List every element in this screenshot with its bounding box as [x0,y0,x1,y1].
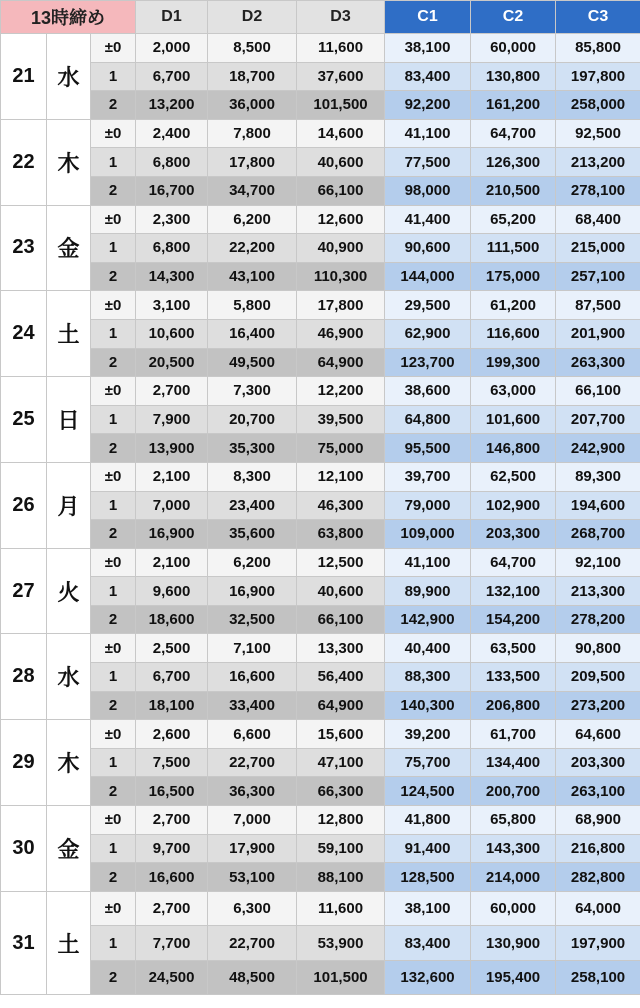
price-cell-d3: 53,900 [297,926,385,961]
table-row [1,462,640,491]
price-cell-d3: 12,200 [297,377,385,406]
price-cell-c1: 75,700 [385,748,471,777]
column-header-d1: D1 [136,1,208,34]
price-cell-d3: 47,100 [297,748,385,777]
price-cell-d2: 53,100 [208,863,297,892]
price-cell-c1: 140,300 [385,691,471,720]
deadline-label: 13時締め [1,1,136,34]
weekday-cell: 火 [47,548,91,634]
price-cell-c3: 282,800 [556,863,640,892]
column-header-d2: D2 [208,1,297,34]
price-cell-c1: 89,900 [385,577,471,606]
weekday-cell: 土 [47,291,91,377]
level-cell: 2 [91,434,136,463]
level-cell: ±0 [91,548,136,577]
price-cell-c2: 146,800 [471,434,556,463]
level-cell: ±0 [91,462,136,491]
price-cell-c1: 62,900 [385,319,471,348]
level-cell: 1 [91,62,136,91]
price-cell-d3: 40,600 [297,577,385,606]
price-cell-d2: 6,200 [208,548,297,577]
price-cell-d1: 7,500 [136,748,208,777]
weekday-cell: 日 [47,377,91,463]
level-cell: 2 [91,348,136,377]
price-cell-c2: 161,200 [471,91,556,120]
date-cell: 31 [1,891,47,995]
price-cell-c3: 268,700 [556,520,640,549]
level-cell: 1 [91,234,136,263]
level-cell: 1 [91,319,136,348]
level-cell: 1 [91,577,136,606]
price-cell-c1: 132,600 [385,960,471,995]
table-row [1,748,640,777]
table-row [1,577,640,606]
level-cell: ±0 [91,34,136,63]
price-cell-c3: 213,300 [556,577,640,606]
level-cell: ±0 [91,634,136,663]
price-cell-c3: 87,500 [556,291,640,320]
price-cell-d3: 101,500 [297,91,385,120]
price-cell-d1: 9,600 [136,577,208,606]
table-row [1,262,640,291]
price-cell-c1: 142,900 [385,605,471,634]
level-cell: 2 [91,176,136,205]
level-cell: ±0 [91,205,136,234]
level-cell: ±0 [91,377,136,406]
price-cell-d2: 36,000 [208,91,297,120]
table-row [1,834,640,863]
price-cell-d3: 39,500 [297,405,385,434]
price-cell-c3: 64,000 [556,891,640,926]
column-header-c2: C2 [471,1,556,34]
price-cell-d3: 75,000 [297,434,385,463]
table-row [1,205,640,234]
price-cell-c2: 133,500 [471,663,556,692]
level-cell: 1 [91,834,136,863]
table-row [1,520,640,549]
price-cell-c1: 77,500 [385,148,471,177]
price-cell-d2: 7,000 [208,806,297,835]
price-cell-c1: 38,600 [385,377,471,406]
level-cell: 2 [91,863,136,892]
table-row [1,176,640,205]
price-cell-c2: 200,700 [471,777,556,806]
price-cell-c3: 92,100 [556,548,640,577]
price-cell-c2: 130,900 [471,926,556,961]
table-row [1,91,640,120]
price-cell-d3: 46,900 [297,319,385,348]
column-header-c1: C1 [385,1,471,34]
price-cell-d2: 6,600 [208,720,297,749]
date-cell: 25 [1,377,47,463]
price-cell-c1: 39,700 [385,462,471,491]
price-cell-c1: 41,400 [385,205,471,234]
weekday-cell: 水 [47,634,91,720]
price-cell-d2: 16,900 [208,577,297,606]
level-cell: 1 [91,405,136,434]
price-cell-c3: 68,400 [556,205,640,234]
table-row [1,377,640,406]
price-cell-c3: 242,900 [556,434,640,463]
price-cell-d1: 2,100 [136,462,208,491]
weekday-cell: 木 [47,720,91,806]
price-cell-d1: 3,100 [136,291,208,320]
price-cell-d2: 16,400 [208,319,297,348]
table-row [1,806,640,835]
price-cell-c1: 123,700 [385,348,471,377]
price-cell-d1: 6,700 [136,62,208,91]
price-cell-d3: 64,900 [297,348,385,377]
table-row [1,62,640,91]
date-cell: 28 [1,634,47,720]
price-cell-d3: 63,800 [297,520,385,549]
price-cell-d3: 17,800 [297,291,385,320]
table-row [1,291,640,320]
price-cell-c1: 91,400 [385,834,471,863]
price-cell-c1: 41,800 [385,806,471,835]
date-cell: 30 [1,806,47,892]
price-cell-c3: 85,800 [556,34,640,63]
table-row [1,548,640,577]
price-cell-d2: 20,700 [208,405,297,434]
price-cell-c2: 65,200 [471,205,556,234]
price-cell-c2: 64,700 [471,548,556,577]
price-cell-d1: 13,200 [136,91,208,120]
price-cell-d2: 43,100 [208,262,297,291]
price-cell-c3: 257,100 [556,262,640,291]
price-cell-c3: 194,600 [556,491,640,520]
price-cell-d1: 2,300 [136,205,208,234]
price-cell-c1: 98,000 [385,176,471,205]
date-cell: 21 [1,34,47,120]
price-cell-d1: 16,600 [136,863,208,892]
table-row [1,926,640,961]
price-cell-c3: 216,800 [556,834,640,863]
column-header-d3: D3 [297,1,385,34]
price-cell-c3: 258,000 [556,91,640,120]
price-cell-d2: 48,500 [208,960,297,995]
column-header-c3: C3 [556,1,640,34]
price-cell-d3: 40,600 [297,148,385,177]
price-cell-c2: 214,000 [471,863,556,892]
price-cell-c2: 102,900 [471,491,556,520]
price-cell-c3: 263,300 [556,348,640,377]
price-cell-c1: 38,100 [385,34,471,63]
price-cell-d3: 37,600 [297,62,385,91]
price-cell-d1: 9,700 [136,834,208,863]
level-cell: ±0 [91,891,136,926]
price-cell-c1: 83,400 [385,926,471,961]
price-cell-c3: 215,000 [556,234,640,263]
price-cell-c2: 175,000 [471,262,556,291]
price-cell-d3: 88,100 [297,863,385,892]
table-row [1,148,640,177]
price-cell-d2: 36,300 [208,777,297,806]
price-cell-c2: 61,200 [471,291,556,320]
price-cell-c3: 66,100 [556,377,640,406]
price-cell-d1: 16,900 [136,520,208,549]
price-cell-d1: 2,500 [136,634,208,663]
price-cell-d1: 2,400 [136,119,208,148]
price-cell-d2: 33,400 [208,691,297,720]
price-cell-c1: 92,200 [385,91,471,120]
price-cell-d1: 7,000 [136,491,208,520]
price-cell-d1: 6,700 [136,663,208,692]
price-cell-d2: 7,100 [208,634,297,663]
level-cell: 1 [91,663,136,692]
level-cell: ±0 [91,720,136,749]
price-cell-d2: 32,500 [208,605,297,634]
price-cell-d1: 10,600 [136,319,208,348]
price-cell-c2: 63,500 [471,634,556,663]
price-cell-c3: 68,900 [556,806,640,835]
price-cell-c3: 90,800 [556,634,640,663]
price-cell-c3: 273,200 [556,691,640,720]
table-row [1,960,640,995]
table-row [1,691,640,720]
price-cell-c2: 195,400 [471,960,556,995]
price-cell-c3: 263,100 [556,777,640,806]
table-row [1,863,640,892]
price-cell-c2: 60,000 [471,891,556,926]
price-cell-d3: 66,300 [297,777,385,806]
date-cell: 22 [1,119,47,205]
price-cell-c3: 278,200 [556,605,640,634]
price-cell-d1: 6,800 [136,148,208,177]
price-cell-d1: 7,900 [136,405,208,434]
price-cell-c3: 207,700 [556,405,640,434]
price-cell-c2: 154,200 [471,605,556,634]
level-cell: ±0 [91,291,136,320]
price-cell-c1: 124,500 [385,777,471,806]
price-cell-d3: 12,500 [297,548,385,577]
level-cell: 2 [91,262,136,291]
price-cell-c2: 111,500 [471,234,556,263]
level-cell: 2 [91,91,136,120]
level-cell: 2 [91,691,136,720]
price-cell-c1: 39,200 [385,720,471,749]
price-cell-c1: 88,300 [385,663,471,692]
price-cell-c3: 89,300 [556,462,640,491]
level-cell: 2 [91,960,136,995]
table-row [1,434,640,463]
price-cell-d1: 24,500 [136,960,208,995]
price-cell-d3: 12,100 [297,462,385,491]
price-cell-d1: 7,700 [136,926,208,961]
price-cell-c2: 126,300 [471,148,556,177]
table-row [1,720,640,749]
price-cell-c2: 199,300 [471,348,556,377]
price-cell-d3: 13,300 [297,634,385,663]
date-cell: 29 [1,720,47,806]
price-cell-d2: 35,600 [208,520,297,549]
price-cell-c2: 143,300 [471,834,556,863]
price-cell-d2: 8,300 [208,462,297,491]
price-cell-c1: 38,100 [385,891,471,926]
price-cell-d2: 7,300 [208,377,297,406]
table-row [1,663,640,692]
price-cell-c1: 41,100 [385,548,471,577]
price-cell-d2: 6,300 [208,891,297,926]
price-cell-c2: 61,700 [471,720,556,749]
price-cell-c1: 95,500 [385,434,471,463]
price-cell-d2: 23,400 [208,491,297,520]
price-cell-c3: 209,500 [556,663,640,692]
level-cell: ±0 [91,119,136,148]
weekday-cell: 金 [47,806,91,892]
weekday-cell: 月 [47,462,91,548]
price-cell-c3: 278,100 [556,176,640,205]
price-cell-d3: 64,900 [297,691,385,720]
price-cell-c1: 128,500 [385,863,471,892]
price-cell-d2: 8,500 [208,34,297,63]
price-cell-d3: 46,300 [297,491,385,520]
price-cell-d2: 18,700 [208,62,297,91]
price-cell-c2: 203,300 [471,520,556,549]
price-cell-d2: 35,300 [208,434,297,463]
level-cell: 1 [91,926,136,961]
price-cell-d1: 2,700 [136,891,208,926]
price-cell-c3: 197,900 [556,926,640,961]
price-cell-d3: 15,600 [297,720,385,749]
price-cell-c1: 144,000 [385,262,471,291]
price-cell-c2: 65,800 [471,806,556,835]
price-cell-d2: 5,800 [208,291,297,320]
price-cell-c2: 101,600 [471,405,556,434]
price-cell-d1: 2,700 [136,806,208,835]
price-cell-c3: 201,900 [556,319,640,348]
price-cell-d1: 18,600 [136,605,208,634]
level-cell: 1 [91,491,136,520]
price-cell-d2: 17,800 [208,148,297,177]
price-cell-c2: 130,800 [471,62,556,91]
weekday-cell: 土 [47,891,91,995]
weekday-cell: 金 [47,205,91,291]
level-cell: 1 [91,748,136,777]
price-cell-d3: 14,600 [297,119,385,148]
price-cell-d1: 2,700 [136,377,208,406]
price-cell-d1: 20,500 [136,348,208,377]
price-cell-c1: 41,100 [385,119,471,148]
price-cell-d2: 22,200 [208,234,297,263]
level-cell: 2 [91,520,136,549]
price-cell-d3: 12,600 [297,205,385,234]
table-row [1,348,640,377]
price-cell-c3: 92,500 [556,119,640,148]
level-cell: ±0 [91,806,136,835]
header-row [1,1,640,34]
table-row [1,491,640,520]
price-cell-d2: 22,700 [208,748,297,777]
price-cell-c2: 134,400 [471,748,556,777]
table-row [1,405,640,434]
price-cell-d2: 6,200 [208,205,297,234]
table-row [1,891,640,926]
price-cell-c2: 64,700 [471,119,556,148]
price-cell-d3: 11,600 [297,891,385,926]
price-cell-d3: 101,500 [297,960,385,995]
date-cell: 26 [1,462,47,548]
table-row [1,319,640,348]
price-cell-d1: 2,600 [136,720,208,749]
price-cell-d3: 12,800 [297,806,385,835]
weekday-cell: 水 [47,34,91,120]
price-cell-d1: 6,800 [136,234,208,263]
price-cell-d2: 49,500 [208,348,297,377]
price-cell-c1: 79,000 [385,491,471,520]
price-cell-d3: 66,100 [297,176,385,205]
price-cell-d2: 7,800 [208,119,297,148]
price-cell-c1: 109,000 [385,520,471,549]
price-cell-c1: 90,600 [385,234,471,263]
price-cell-c3: 197,800 [556,62,640,91]
date-cell: 27 [1,548,47,634]
price-cell-c2: 63,000 [471,377,556,406]
price-cell-d1: 16,500 [136,777,208,806]
price-cell-c2: 210,500 [471,176,556,205]
price-cell-d3: 56,400 [297,663,385,692]
price-cell-d3: 11,600 [297,34,385,63]
table-row [1,234,640,263]
level-cell: 1 [91,148,136,177]
price-cell-c2: 116,600 [471,319,556,348]
date-cell: 23 [1,205,47,291]
price-cell-c1: 64,800 [385,405,471,434]
price-cell-c3: 213,200 [556,148,640,177]
date-cell: 24 [1,291,47,377]
price-cell-c1: 29,500 [385,291,471,320]
price-cell-d1: 16,700 [136,176,208,205]
price-cell-d1: 18,100 [136,691,208,720]
price-cell-c2: 132,100 [471,577,556,606]
price-cell-d1: 13,900 [136,434,208,463]
price-cell-d2: 16,600 [208,663,297,692]
price-cell-c1: 83,400 [385,62,471,91]
table-row [1,34,640,63]
price-cell-c2: 206,800 [471,691,556,720]
price-cell-d3: 66,100 [297,605,385,634]
price-cell-c2: 60,000 [471,34,556,63]
price-cell-c3: 64,600 [556,720,640,749]
price-cell-d1: 14,300 [136,262,208,291]
price-cell-d3: 40,900 [297,234,385,263]
price-cell-d1: 2,000 [136,34,208,63]
price-cell-d2: 34,700 [208,176,297,205]
table-row [1,119,640,148]
price-cell-d3: 59,100 [297,834,385,863]
price-cell-d3: 110,300 [297,262,385,291]
table-row [1,777,640,806]
level-cell: 2 [91,777,136,806]
table-row [1,634,640,663]
price-cell-d2: 17,900 [208,834,297,863]
price-cell-c3: 203,300 [556,748,640,777]
table-row [1,605,640,634]
price-cell-c3: 258,100 [556,960,640,995]
price-cell-d2: 22,700 [208,926,297,961]
level-cell: 2 [91,605,136,634]
price-cell-d1: 2,100 [136,548,208,577]
price-cell-c1: 40,400 [385,634,471,663]
price-cell-c2: 62,500 [471,462,556,491]
weekday-cell: 木 [47,119,91,205]
